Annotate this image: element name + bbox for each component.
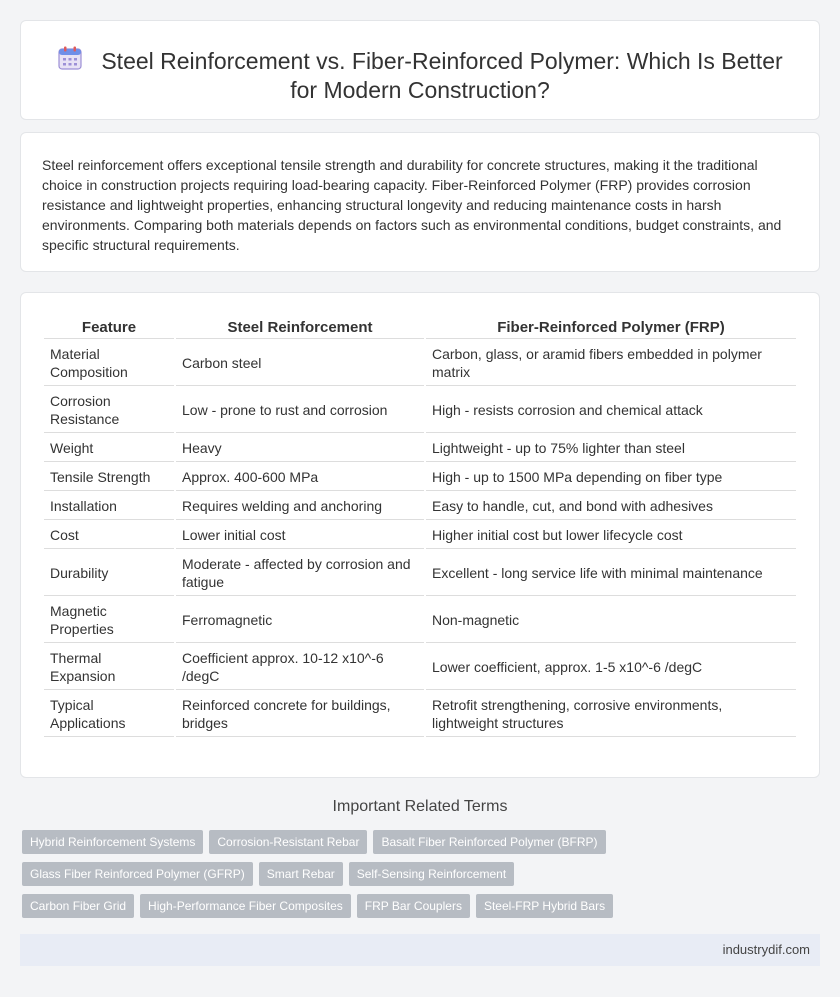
frp-cell: Lightweight - up to 75% lighter than steel bbox=[426, 435, 796, 462]
header-frp: Fiber-Reinforced Polymer (FRP) bbox=[426, 315, 796, 339]
steel-cell: Moderate - affected by corrosion and fatigue bbox=[176, 551, 424, 596]
table-row bbox=[44, 435, 796, 462]
calendar-icon bbox=[57, 45, 83, 71]
frp-cell: Easy to handle, cut, and bond with adhesives bbox=[426, 493, 796, 520]
steel-cell: Low - prone to rust and corrosion bbox=[176, 388, 424, 433]
related-terms-list bbox=[22, 830, 632, 918]
table-row bbox=[44, 522, 796, 549]
related-term-tag[interactable]: FRP Bar Couplers bbox=[357, 894, 470, 918]
comparison-card bbox=[20, 292, 820, 778]
title-card bbox=[20, 20, 820, 120]
footer bbox=[20, 934, 820, 966]
table-row bbox=[44, 645, 796, 690]
table-row bbox=[44, 493, 796, 520]
frp-cell: Non-magnetic bbox=[426, 598, 796, 643]
frp-cell: High - resists corrosion and chemical attack bbox=[426, 388, 796, 433]
frp-cell: Higher initial cost but lower lifecycle cost bbox=[426, 522, 796, 549]
table-row bbox=[44, 692, 796, 737]
header-feature: Feature bbox=[44, 315, 174, 339]
table-body bbox=[44, 341, 796, 737]
table-row bbox=[44, 341, 796, 386]
related-term-tag[interactable]: Carbon Fiber Grid bbox=[22, 894, 134, 918]
footer-site[interactable]: industrydif.com bbox=[722, 942, 810, 957]
frp-cell: High - up to 1500 MPa depending on fiber type bbox=[426, 464, 796, 491]
feature-cell: Material Composition bbox=[44, 341, 174, 386]
related-term-tag[interactable]: Self-Sensing Reinforcement bbox=[349, 862, 514, 886]
feature-cell: Cost bbox=[44, 522, 174, 549]
feature-cell: Weight bbox=[44, 435, 174, 462]
feature-cell: Tensile Strength bbox=[44, 464, 174, 491]
feature-cell: Typical Applications bbox=[44, 692, 174, 737]
feature-cell: Durability bbox=[44, 551, 174, 596]
feature-cell: Corrosion Resistance bbox=[44, 388, 174, 433]
steel-cell: Lower initial cost bbox=[176, 522, 424, 549]
frp-cell: Excellent - long service life with minimal maintenance bbox=[426, 551, 796, 596]
related-term-tag[interactable]: Corrosion-Resistant Rebar bbox=[209, 830, 367, 854]
table-row bbox=[44, 464, 796, 491]
comparison-table bbox=[42, 313, 798, 739]
intro-card bbox=[20, 132, 820, 272]
feature-cell: Magnetic Properties bbox=[44, 598, 174, 643]
table-row bbox=[44, 551, 796, 596]
steel-cell: Heavy bbox=[176, 435, 424, 462]
steel-cell: Approx. 400-600 MPa bbox=[176, 464, 424, 491]
intro-paragraph: Steel reinforcement offers exceptional tensile strength and durability for concrete structures, making it the traditional choice in construction projects requiring load-bearing capacity. Fiber-Reinforced Polymer (FRP) provides corrosion resistance and lightweight properties, enhancing structural longevity and reducing maintenance costs in harsh environments. Comparing both materials depends on factors such as environmental conditions, budget constraints, and specific structural requirements. bbox=[42, 157, 782, 253]
frp-cell: Retrofit strengthening, corrosive environments, lightweight structures bbox=[426, 692, 796, 737]
header-steel: Steel Reinforcement bbox=[176, 315, 424, 339]
table-row bbox=[44, 388, 796, 433]
steel-cell: Ferromagnetic bbox=[176, 598, 424, 643]
related-term-tag[interactable]: High-Performance Fiber Composites bbox=[140, 894, 351, 918]
related-term-tag[interactable]: Steel-FRP Hybrid Bars bbox=[476, 894, 613, 918]
related-term-tag[interactable]: Smart Rebar bbox=[259, 862, 343, 886]
steel-cell: Reinforced concrete for buildings, bridges bbox=[176, 692, 424, 737]
page-title-wrap bbox=[21, 45, 819, 105]
steel-cell: Coefficient approx. 10-12 x10^-6 /degC bbox=[176, 645, 424, 690]
feature-cell: Installation bbox=[44, 493, 174, 520]
table-row bbox=[44, 598, 796, 643]
steel-cell: Requires welding and anchoring bbox=[176, 493, 424, 520]
table-header-row bbox=[44, 315, 796, 339]
page-title: Steel Reinforcement vs. Fiber-Reinforced Polymer: Which Is Better for Modern Construction? bbox=[101, 48, 783, 103]
steel-cell: Carbon steel bbox=[176, 341, 424, 386]
related-terms-title: Important Related Terms bbox=[332, 798, 508, 815]
related-term-tag[interactable]: Glass Fiber Reinforced Polymer (GFRP) bbox=[22, 862, 253, 886]
related-term-tag[interactable]: Basalt Fiber Reinforced Polymer (BFRP) bbox=[373, 830, 605, 854]
frp-cell: Lower coefficient, approx. 1-5 x10^-6 /degC bbox=[426, 645, 796, 690]
frp-cell: Carbon, glass, or aramid fibers embedded in polymer matrix bbox=[426, 341, 796, 386]
related-term-tag[interactable]: Hybrid Reinforcement Systems bbox=[22, 830, 203, 854]
feature-cell: Thermal Expansion bbox=[44, 645, 174, 690]
